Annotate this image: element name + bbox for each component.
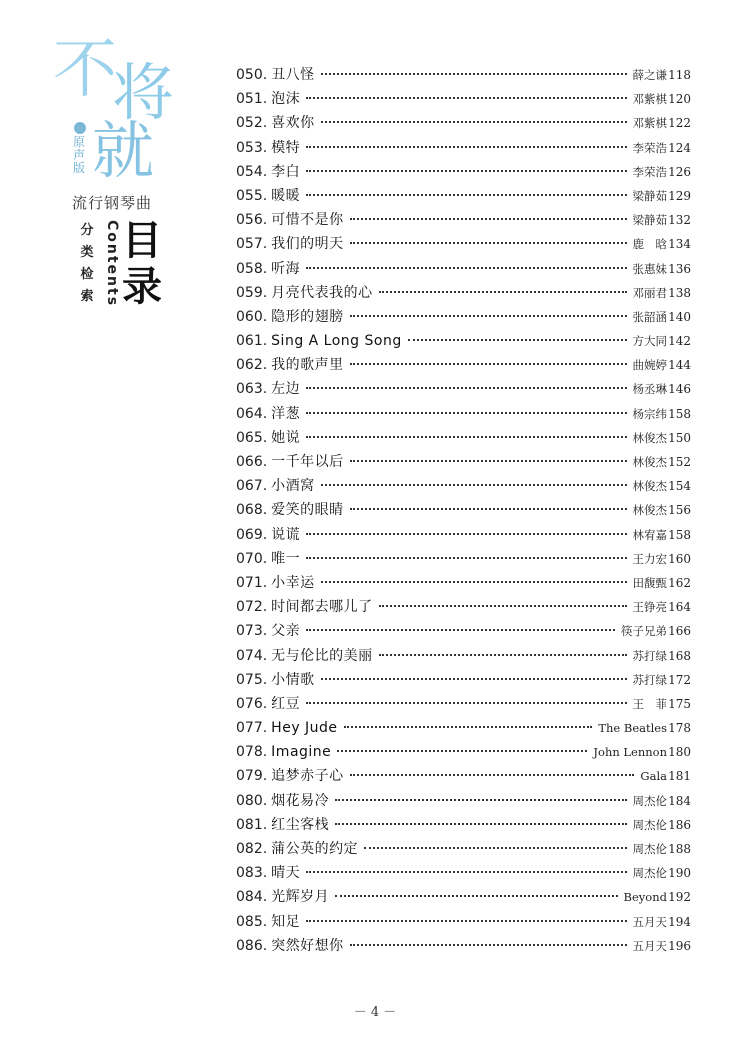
toc-entry-page: 136 (668, 261, 691, 276)
toc-entry-leader (335, 799, 626, 801)
toc-entry-page: 164 (668, 600, 691, 615)
toc-entry-number: 080. (236, 792, 268, 809)
toc-entry-artist: 苏打绿 (632, 648, 667, 663)
toc-entry-number: 054. (236, 163, 268, 180)
toc-entry-page: 122 (668, 116, 691, 131)
toc-entry[interactable] (236, 861, 691, 885)
toc-entry-leader (306, 387, 626, 389)
toc-entry-artist: 邓紫棋 (632, 92, 667, 107)
toc-entry[interactable] (236, 402, 691, 426)
toc-entry-page: 162 (668, 575, 691, 590)
toc-entry-title: 泡沫 (271, 91, 301, 108)
toc-entry-leader (306, 97, 626, 99)
toc-entry-title: Hey Jude (271, 720, 338, 737)
toc-entry-leader (335, 823, 626, 825)
toc-entry-artist: 薛之谦 (632, 68, 667, 82)
toc-entry-title: 月亮代表我的心 (271, 284, 373, 301)
toc-entry-leader (306, 170, 626, 172)
toc-entry-page: 126 (668, 164, 691, 179)
toc-entry[interactable] (236, 498, 691, 522)
toc-entry-leader (364, 847, 626, 849)
toc-entry[interactable] (236, 281, 691, 305)
toc-entry-page: 146 (668, 382, 691, 397)
toc-entry-leader (306, 557, 626, 559)
toc-entry-number: 060. (236, 308, 268, 325)
toc-entry-title: Sing A Long Song (271, 333, 402, 350)
toc-entry-artist: 杨丞琳 (632, 382, 667, 397)
toc-entry-page: 142 (668, 334, 691, 349)
toc-entry-leader (321, 678, 627, 680)
toc-entry-leader (321, 581, 627, 583)
toc-entry-page: 124 (668, 140, 691, 155)
toc-entry-artist: 林俊杰 (632, 479, 667, 494)
toc-entry-title: 李白 (271, 163, 301, 180)
toc-entry-number: 058. (236, 260, 268, 277)
toc-entry[interactable] (236, 813, 691, 837)
toc-entry-number: 063. (236, 381, 268, 398)
toc-entry-leader (306, 533, 626, 535)
toc-entry-title: 小酒窝 (271, 478, 315, 495)
toc-entry-artist: The Beatles (598, 721, 667, 736)
toc-entry-page: 140 (668, 309, 691, 324)
toc-entry-leader (321, 121, 627, 123)
toc-entry-leader (321, 73, 627, 75)
toc-entry-page: 138 (668, 285, 691, 300)
toc-entry-artist: 周杰伦 (632, 817, 667, 832)
logo-flower-icon (74, 122, 86, 134)
toc-entry-title: 无与伦比的美丽 (271, 647, 373, 664)
toc-entry-artist: 林宥嘉 (632, 527, 667, 542)
toc-entry-leader (306, 412, 626, 414)
toc-entry-artist: 李荣浩 (632, 164, 667, 179)
toc-entry[interactable] (236, 353, 691, 377)
toc-entry[interactable] (236, 789, 691, 813)
toc-entry-page: 154 (668, 479, 691, 494)
toc-entry-number: 074. (236, 647, 268, 664)
toc-entry-artist: 李荣浩 (632, 140, 667, 155)
toc-entry[interactable] (236, 305, 691, 329)
toc-entry-leader (350, 363, 627, 365)
toc-entry[interactable] (236, 232, 691, 256)
toc-entry-number: 062. (236, 357, 268, 374)
toc-entry[interactable] (236, 740, 691, 764)
toc-entry-page: 178 (668, 721, 691, 736)
toc-entry-leader (350, 944, 627, 946)
toc-entry-artist: 鹿 晗 (632, 237, 667, 252)
toc-entry-number: 084. (236, 889, 268, 906)
toc-entry-artist: 周杰伦 (632, 793, 667, 808)
toc-entry-leader (306, 871, 626, 873)
toc-entry-page: 181 (668, 769, 691, 784)
toc-entry-title: 突然好想你 (271, 937, 344, 954)
toc-entry-title: 晴天 (271, 865, 301, 882)
toc-entry-page: 158 (668, 406, 691, 421)
toc-entry[interactable] (236, 377, 691, 401)
toc-entry-artist: 林俊杰 (632, 455, 667, 469)
toc-entry[interactable] (236, 595, 691, 619)
toc-entry-page: 194 (668, 914, 691, 929)
toc-entry-title: 蒲公英的约定 (271, 841, 359, 857)
toc-entry-number: 051. (236, 91, 268, 108)
toc-heading (120, 218, 164, 310)
toc-entry-number: 059. (236, 284, 268, 301)
toc-entry-leader (306, 267, 626, 269)
toc-entry-title: 光辉岁月 (271, 889, 330, 906)
toc-entry-artist: John Lennon (593, 745, 667, 760)
toc-entry-artist: 张韶涵 (632, 309, 667, 324)
toc-entry[interactable] (236, 547, 691, 571)
toc-entry-number: 053. (236, 139, 268, 156)
toc-entry-number: 076. (236, 695, 268, 712)
toc-entry-title: 一千年以后 (271, 454, 344, 470)
toc-entry-title: 我的歌声里 (271, 357, 344, 374)
toc-entry-page: 156 (668, 503, 691, 518)
toc-entry-title: 听海 (271, 260, 301, 277)
toc-entry-title: 隐形的翅膀 (271, 308, 344, 325)
toc-entry[interactable] (236, 523, 691, 547)
toc-heading-char-1: 目 (122, 218, 162, 264)
toc-entry-title: 时间都去哪儿了 (271, 599, 373, 616)
toc-entry-leader (379, 654, 627, 656)
toc-entry-artist: 曲婉婷 (632, 358, 667, 373)
toc-entry[interactable] (236, 257, 691, 281)
toc-entry-leader (337, 750, 587, 752)
toc-entry[interactable] (236, 692, 691, 716)
toc-entry-page: 188 (668, 842, 691, 856)
toc-entry-leader (335, 895, 617, 897)
toc-entry-page: 152 (668, 455, 691, 469)
contents-label: Contents (104, 220, 120, 308)
toc-entry-leader (306, 702, 626, 704)
toc-entry-artist: 方大同 (632, 334, 667, 349)
toc-entry-leader (350, 460, 627, 462)
logo-char-jiang: 将 (112, 56, 175, 129)
toc-entry[interactable] (236, 716, 691, 740)
toc-entry-artist: 王 菲 (632, 696, 667, 711)
toc-entry-number: 052. (236, 115, 268, 132)
toc-entry[interactable] (236, 184, 691, 208)
toc-entry-leader (350, 242, 627, 244)
toc-entry-title: Imagine (271, 744, 332, 761)
toc-entry-artist: Gala (640, 769, 667, 784)
toc-entry[interactable] (236, 910, 691, 934)
toc-entry-leader (344, 726, 593, 728)
toc-entry-page: 120 (668, 92, 691, 107)
toc-entry-artist: 梁静茹 (632, 213, 667, 228)
toc-entry-number: 071. (236, 574, 268, 591)
toc-entry-artist: 田馥甄 (632, 575, 667, 590)
toc-entry-artist: 王力宏 (632, 551, 667, 566)
toc-entry-title: 红豆 (271, 695, 301, 712)
toc-entry[interactable] (236, 934, 691, 958)
toc-entry-title: 红尘客栈 (271, 816, 330, 833)
toc-entry[interactable] (236, 571, 691, 595)
toc-entry-leader (306, 629, 615, 631)
toc-entry-leader (321, 484, 627, 486)
toc-entry-title: 说谎 (271, 526, 301, 543)
toc-entry[interactable] (236, 764, 691, 788)
toc-entry-title: 爱笑的眼睛 (271, 502, 344, 519)
toc-entry[interactable] (236, 160, 691, 184)
toc-entry-number: 081. (236, 816, 268, 833)
toc-entry-number: 085. (236, 913, 268, 930)
toc-entry-artist: 邓紫棋 (632, 116, 667, 131)
toc-entry-page: 186 (668, 817, 691, 832)
toc-entry-number: 057. (236, 236, 268, 253)
toc-entry-number: 083. (236, 865, 268, 882)
toc-entry-title: 唯一 (271, 550, 301, 567)
toc-entry-artist: 周杰伦 (632, 842, 667, 856)
table-of-contents (236, 63, 691, 958)
toc-entry-page: 118 (668, 68, 691, 82)
toc-entry[interactable] (236, 474, 691, 498)
toc-entry-title: 丑八怪 (271, 67, 315, 83)
toc-entry-title: 她说 (271, 429, 301, 446)
toc-entry[interactable] (236, 450, 691, 474)
toc-entry-page: 192 (668, 890, 691, 905)
toc-entry-title: 追梦赤子心 (271, 768, 344, 785)
toc-entry-artist: 筷子兄弟 (621, 624, 667, 639)
toc-entry-number: 070. (236, 550, 268, 567)
logo-char-jiu: 就 (92, 114, 155, 187)
toc-entry[interactable] (236, 136, 691, 160)
toc-entry[interactable] (236, 329, 691, 353)
toc-entry-title: 知足 (271, 913, 301, 930)
toc-entry-leader (379, 605, 627, 607)
toc-entry-artist: 杨宗纬 (632, 406, 667, 421)
toc-entry-page: 196 (668, 938, 691, 953)
toc-entry-artist: 张惠妹 (632, 261, 667, 276)
toc-entry-page: 134 (668, 237, 691, 252)
toc-entry-page: 132 (668, 213, 691, 228)
toc-entry-title: 父亲 (271, 623, 301, 640)
toc-entry[interactable] (236, 87, 691, 111)
toc-entry-page: 144 (668, 358, 691, 373)
toc-entry-leader (350, 508, 627, 510)
toc-entry[interactable] (236, 885, 691, 909)
toc-entry-number: 056. (236, 212, 268, 229)
toc-entry-leader (379, 291, 627, 293)
toc-entry-title: 暖暖 (271, 187, 301, 204)
toc-entry-title: 喜欢你 (271, 115, 315, 132)
toc-entry-page: 158 (668, 527, 691, 542)
book-logo (50, 33, 180, 218)
toc-entry-leader (306, 146, 626, 148)
book-subtitle: 流行钢琴曲 (72, 194, 153, 212)
toc-entry-number: 072. (236, 599, 268, 616)
toc-entry-number: 055. (236, 187, 268, 204)
toc-entry[interactable] (236, 837, 691, 861)
toc-entry-leader (306, 194, 626, 196)
toc-entry-title: 可惜不是你 (271, 212, 344, 229)
toc-entry[interactable] (236, 426, 691, 450)
toc-entry-artist: 周杰伦 (632, 866, 667, 881)
toc-entry-leader (306, 436, 626, 438)
toc-entry-artist: 苏打绿 (632, 672, 667, 687)
toc-entry-page: 129 (668, 188, 691, 203)
page-number: － 4 － (353, 1005, 397, 1020)
toc-entry-leader (350, 774, 635, 776)
toc-entry-page: 166 (668, 624, 691, 639)
toc-entry-number: 065. (236, 429, 268, 446)
toc-entry-number: 050. (236, 67, 268, 83)
toc-entry-number: 069. (236, 526, 268, 543)
toc-entry-number: 082. (236, 841, 268, 857)
toc-entry-number: 086. (236, 937, 268, 954)
toc-entry-title: 左边 (271, 381, 301, 398)
toc-entry-artist: 王铮亮 (632, 600, 667, 615)
toc-entry-page: 190 (668, 866, 691, 881)
toc-entry-leader (408, 339, 627, 341)
category-vertical-label: 分类检索 (80, 223, 94, 304)
logo-char-bu: 不 (53, 33, 117, 107)
toc-entry-page: 168 (668, 648, 691, 663)
toc-entry-number: 073. (236, 623, 268, 640)
toc-entry-title: 小幸运 (271, 574, 315, 591)
toc-entry-title: 模特 (271, 139, 301, 156)
toc-entry-number: 068. (236, 502, 268, 519)
toc-heading-char-2: 录 (122, 264, 162, 310)
toc-entry-leader (350, 218, 627, 220)
toc-entry-page: 180 (668, 745, 691, 760)
toc-entry-artist: 林俊杰 (632, 430, 667, 445)
toc-entry[interactable] (236, 63, 691, 87)
toc-entry-number: 066. (236, 454, 268, 470)
toc-entry[interactable] (236, 619, 691, 643)
toc-entry-artist: 五月天 (632, 938, 667, 953)
toc-entry-number: 067. (236, 478, 268, 495)
toc-entry-artist: 梁静茹 (632, 188, 667, 203)
toc-entry-title: 洋葱 (271, 405, 301, 422)
toc-entry-title: 我们的明天 (271, 236, 344, 253)
toc-entry-artist: Beyond (623, 890, 667, 905)
toc-entry[interactable] (236, 208, 691, 232)
toc-entry-page: 150 (668, 430, 691, 445)
toc-entry[interactable] (236, 111, 691, 135)
toc-entry-number: 079. (236, 768, 268, 785)
toc-entry-artist: 林俊杰 (632, 503, 667, 518)
toc-entry-number: 078. (236, 744, 268, 761)
toc-entry-number: 075. (236, 671, 268, 688)
toc-entry-number: 064. (236, 405, 268, 422)
toc-entry-number: 061. (236, 333, 268, 350)
logo-edition-label: 原声版 (72, 135, 85, 175)
toc-entry-page: 172 (668, 672, 691, 687)
toc-entry-page: 175 (668, 696, 691, 711)
toc-entry-title: 小情歌 (271, 671, 315, 688)
toc-entry-number: 077. (236, 720, 268, 737)
toc-entry-leader (306, 920, 626, 922)
toc-entry-leader (350, 315, 627, 317)
toc-entry-title: 烟花易冷 (271, 792, 330, 809)
toc-entry-page: 160 (668, 551, 691, 566)
toc-entry[interactable] (236, 668, 691, 692)
toc-entry[interactable] (236, 644, 691, 668)
toc-entry-page: 184 (668, 793, 691, 808)
toc-entry-artist: 五月天 (632, 914, 667, 929)
toc-entry-artist: 邓丽君 (632, 285, 667, 300)
